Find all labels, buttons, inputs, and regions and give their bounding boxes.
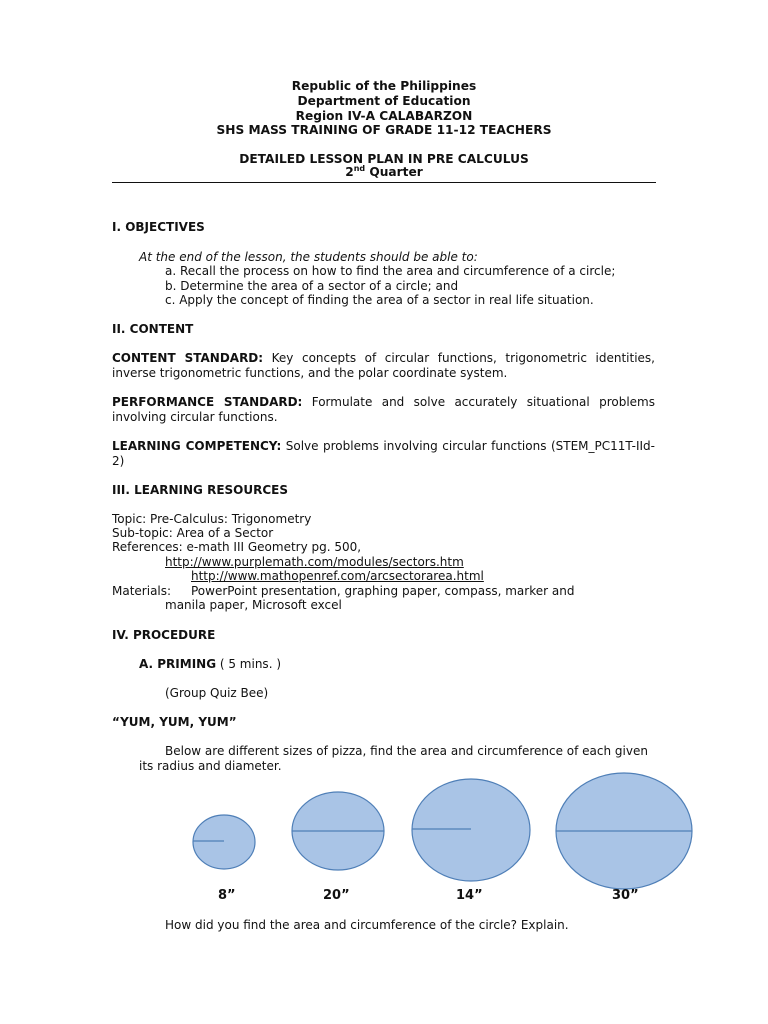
document-title: DETAILED LESSON PLAN IN PRE CALCULUS	[239, 152, 529, 166]
content-standard-label: CONTENT STANDARD:	[112, 351, 264, 365]
pizza-label-20: 20”	[323, 888, 350, 903]
objectives-intro: At the end of the lesson, the students should be able to:	[139, 250, 478, 264]
performance-standard-text: Formulate and solve accurately situational problems involving circular functions.	[112, 395, 655, 424]
pizza-circles-figure	[0, 770, 768, 895]
learning-competency-label: LEARNING COMPETENCY:	[112, 439, 282, 453]
pizza-circle-14	[412, 779, 530, 881]
pizza-label-14: 14”	[456, 888, 483, 903]
materials-line-2: manila paper, Microsoft excel	[165, 598, 342, 612]
objective-item-a: a. Recall the process on how to find the area and circumference of a circle;	[165, 264, 616, 278]
content-standard-text: Key concepts of circular functions, trigonometric identities, inverse trigonometric functions, and the polar coordinate system.	[112, 351, 655, 380]
performance-standard-label: PERFORMANCE STANDARD:	[112, 395, 303, 409]
pizza-instruction: Below are different sizes of pizza, find the area and circumference of each given its radius and diameter.	[139, 744, 648, 773]
header-department: Department of Education	[297, 94, 471, 108]
quarter-word: Quarter	[365, 165, 423, 179]
reference-link-mathopenref[interactable]: http://www.mathopenref.com/arcsectorarea.html	[191, 569, 484, 583]
content-standard	[112, 351, 655, 381]
priming-line	[139, 657, 281, 672]
quarter-number: 2	[345, 165, 354, 179]
header-republic: Republic of the Philippines	[291, 79, 477, 93]
resources-subtopic: Sub-topic: Area of a Sector	[112, 526, 274, 540]
objective-item-b: b. Determine the area of a sector of a circle; and	[165, 279, 459, 293]
pizza-label-30: 30”	[612, 888, 639, 903]
content-heading: II. CONTENT	[112, 322, 194, 336]
performance-standard	[112, 395, 655, 425]
procedure-heading: IV. PROCEDURE	[112, 628, 216, 642]
resources-references: References: e-math III Geometry pg. 500,	[112, 540, 362, 554]
learning-competency-text: Solve problems involving circular functions (STEM_PC11T-IId-2)	[112, 439, 655, 468]
resources-heading: III. LEARNING RESOURCES	[112, 483, 288, 497]
objectives-heading: I. OBJECTIVES	[112, 220, 205, 234]
materials-label: Materials:	[112, 584, 172, 598]
priming-time: ( 5 mins. )	[216, 657, 281, 671]
header-divider	[112, 182, 656, 183]
priming-label: A. PRIMING	[139, 657, 217, 671]
quarter-line	[112, 165, 656, 180]
learning-competency	[112, 439, 655, 469]
materials-line-1: PowerPoint presentation, graphing paper, compass, marker and	[191, 584, 575, 598]
pizza-circle-8	[193, 815, 255, 869]
resources-topic: Topic: Pre-Calculus: Trigonometry	[112, 512, 312, 526]
pizza-question: How did you find the area and circumference of the circle? Explain.	[165, 918, 569, 932]
header-training: SHS MASS TRAINING OF GRADE 11-12 TEACHERS	[216, 123, 552, 137]
header-region: Region IV-A CALABARZON	[295, 109, 473, 123]
pizza-label-8: 8”	[218, 888, 236, 903]
quarter-suffix: nd	[353, 163, 366, 173]
objective-item-c: c. Apply the concept of finding the area of a sector in real life situation.	[165, 293, 594, 307]
game-title: “YUM, YUM, YUM”	[112, 715, 237, 729]
reference-link-purplemath[interactable]: http://www.purplemath.com/modules/sectors.htm	[165, 555, 464, 569]
activity-type: (Group Quiz Bee)	[165, 686, 269, 700]
